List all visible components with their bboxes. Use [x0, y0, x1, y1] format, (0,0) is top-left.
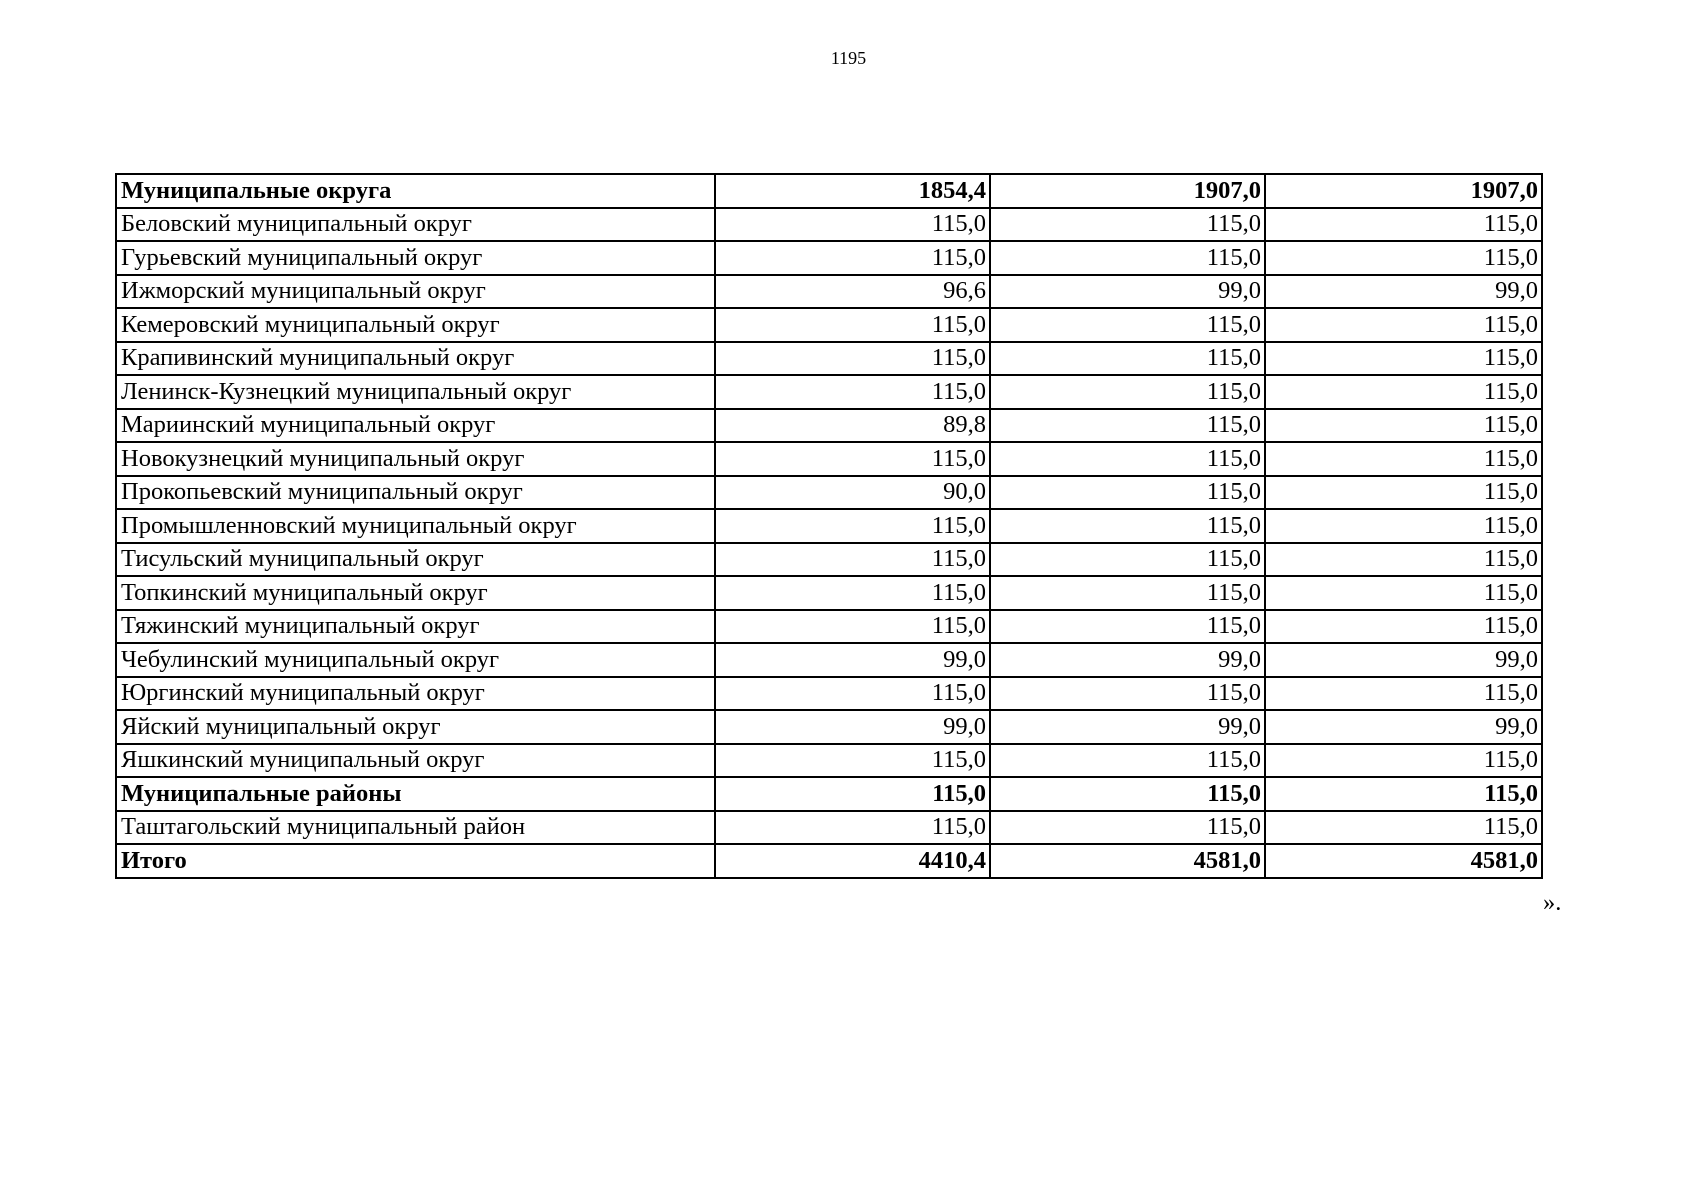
value-cell-col1: 115,0: [715, 610, 990, 644]
value-cell-col1: 115,0: [715, 543, 990, 577]
row-name-cell: Итого: [116, 844, 715, 878]
row-name-cell: Тисульский муниципальный округ: [116, 543, 715, 577]
closing-quote-mark: ».: [1543, 889, 1562, 916]
value-cell-col1: 99,0: [715, 710, 990, 744]
table-row-group-total: [116, 844, 1542, 878]
value-cell-col3: 115,0: [1265, 543, 1542, 577]
value-cell-col2: 115,0: [990, 241, 1265, 275]
table-row: [116, 543, 1542, 577]
row-name-cell: Ленинск-Кузнецкий муниципальный округ: [116, 375, 715, 409]
row-name-cell: Юргинский муниципальный округ: [116, 677, 715, 711]
value-cell-col1: 115,0: [715, 677, 990, 711]
row-name-cell: Ижморский муниципальный округ: [116, 275, 715, 309]
value-cell-col2: 115,0: [990, 610, 1265, 644]
table-row: [116, 476, 1542, 510]
row-name-cell: Прокопьевский муниципальный округ: [116, 476, 715, 510]
table-row: [116, 811, 1542, 845]
row-name-cell: Яшкинский муниципальный округ: [116, 744, 715, 778]
value-cell-col3: 115,0: [1265, 811, 1542, 845]
value-cell-col2: 115,0: [990, 677, 1265, 711]
value-cell-col1: 115,0: [715, 811, 990, 845]
row-name-cell: Промышленновский муниципальный округ: [116, 509, 715, 543]
value-cell-col1: 115,0: [715, 241, 990, 275]
row-name-cell: Яйский муниципальный округ: [116, 710, 715, 744]
value-cell-col3: 115,0: [1265, 241, 1542, 275]
value-cell-col2: 115,0: [990, 342, 1265, 376]
row-name-cell: Топкинский муниципальный округ: [116, 576, 715, 610]
row-name-cell: Беловский муниципальный округ: [116, 208, 715, 242]
value-cell-col1: 115,0: [715, 576, 990, 610]
table-row: [116, 710, 1542, 744]
table-row: [116, 308, 1542, 342]
value-cell-col1: 115,0: [715, 777, 990, 811]
table-row: [116, 744, 1542, 778]
value-cell-col3: 115,0: [1265, 777, 1542, 811]
value-cell-col3: 115,0: [1265, 308, 1542, 342]
value-cell-col2: 99,0: [990, 710, 1265, 744]
table-row: [116, 610, 1542, 644]
row-name-cell: Кемеровский муниципальный округ: [116, 308, 715, 342]
value-cell-col1: 1854,4: [715, 174, 990, 208]
table-row: [116, 643, 1542, 677]
value-cell-col3: 115,0: [1265, 342, 1542, 376]
value-cell-col2: 115,0: [990, 777, 1265, 811]
table-row-group-total: [116, 777, 1542, 811]
table-row: [116, 342, 1542, 376]
value-cell-col3: 1907,0: [1265, 174, 1542, 208]
value-cell-col3: 115,0: [1265, 744, 1542, 778]
value-cell-col3: 99,0: [1265, 275, 1542, 309]
table-row: [116, 576, 1542, 610]
row-name-cell: Муниципальные районы: [116, 777, 715, 811]
value-cell-col1: 115,0: [715, 442, 990, 476]
value-cell-col2: 115,0: [990, 811, 1265, 845]
value-cell-col2: 115,0: [990, 476, 1265, 510]
value-cell-col2: 4581,0: [990, 844, 1265, 878]
value-cell-col3: 4581,0: [1265, 844, 1542, 878]
table-row: [116, 208, 1542, 242]
value-cell-col1: 115,0: [715, 375, 990, 409]
table-row-group-total: [116, 174, 1542, 208]
table-row: [116, 241, 1542, 275]
value-cell-col2: 115,0: [990, 576, 1265, 610]
value-cell-col3: 99,0: [1265, 643, 1542, 677]
value-cell-col2: 115,0: [990, 375, 1265, 409]
value-cell-col3: 115,0: [1265, 576, 1542, 610]
value-cell-col1: 89,8: [715, 409, 990, 443]
page-number: 1195: [830, 48, 867, 68]
value-cell-col3: 115,0: [1265, 476, 1542, 510]
value-cell-col2: 115,0: [990, 744, 1265, 778]
row-name-cell: Тяжинский муниципальный округ: [116, 610, 715, 644]
value-cell-col2: 99,0: [990, 643, 1265, 677]
value-cell-col2: 99,0: [990, 275, 1265, 309]
value-cell-col1: 115,0: [715, 208, 990, 242]
value-cell-col3: 115,0: [1265, 610, 1542, 644]
value-cell-col2: 115,0: [990, 543, 1265, 577]
value-cell-col2: 115,0: [990, 509, 1265, 543]
table-row: [116, 442, 1542, 476]
value-cell-col1: 115,0: [715, 509, 990, 543]
value-cell-col1: 115,0: [715, 342, 990, 376]
data-table: [115, 173, 1543, 879]
table-row: [116, 509, 1542, 543]
value-cell-col2: 115,0: [990, 308, 1265, 342]
table-body: [116, 174, 1542, 878]
value-cell-col1: 96,6: [715, 275, 990, 309]
value-cell-col1: 99,0: [715, 643, 990, 677]
value-cell-col3: 115,0: [1265, 509, 1542, 543]
table-row: [116, 375, 1542, 409]
row-name-cell: Крапивинский муниципальный округ: [116, 342, 715, 376]
table-row: [116, 409, 1542, 443]
value-cell-col3: 115,0: [1265, 375, 1542, 409]
value-cell-col2: 115,0: [990, 442, 1265, 476]
value-cell-col3: 115,0: [1265, 208, 1542, 242]
value-cell-col2: 1907,0: [990, 174, 1265, 208]
row-name-cell: Чебулинский муниципальный округ: [116, 643, 715, 677]
table-row: [116, 677, 1542, 711]
value-cell-col1: 115,0: [715, 744, 990, 778]
table-row: [116, 275, 1542, 309]
value-cell-col3: 115,0: [1265, 677, 1542, 711]
value-cell-col3: 115,0: [1265, 409, 1542, 443]
value-cell-col3: 99,0: [1265, 710, 1542, 744]
value-cell-col3: 115,0: [1265, 442, 1542, 476]
table-container: [115, 173, 1543, 879]
value-cell-col2: 115,0: [990, 409, 1265, 443]
row-name-cell: Новокузнецкий муниципальный округ: [116, 442, 715, 476]
value-cell-col1: 115,0: [715, 308, 990, 342]
row-name-cell: Мариинский муниципальный округ: [116, 409, 715, 443]
row-name-cell: Таштагольский муниципальный район: [116, 811, 715, 845]
value-cell-col1: 4410,4: [715, 844, 990, 878]
value-cell-col1: 90,0: [715, 476, 990, 510]
value-cell-col2: 115,0: [990, 208, 1265, 242]
row-name-cell: Муниципальные округа: [116, 174, 715, 208]
row-name-cell: Гурьевский муниципальный округ: [116, 241, 715, 275]
